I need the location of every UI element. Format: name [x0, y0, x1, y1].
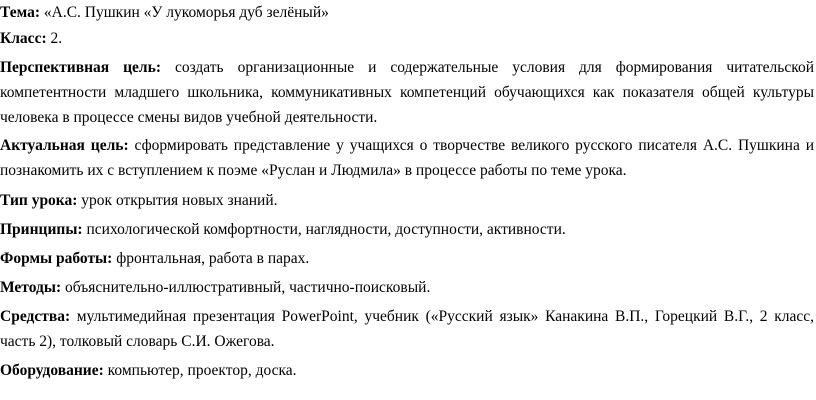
topic-label: Тема: — [0, 4, 40, 21]
work-forms-text: фронтальная, работа в парах. — [112, 250, 310, 267]
grade-paragraph — [0, 26, 814, 51]
lesson-type-paragraph — [0, 188, 814, 213]
equipment-paragraph — [0, 358, 814, 383]
means-label: Средства: — [0, 308, 71, 325]
lesson-type-text: урок открытия новых знаний. — [77, 192, 278, 209]
current-goal-paragraph — [0, 133, 814, 183]
topic-paragraph — [0, 0, 814, 25]
grade-text: 2. — [46, 30, 63, 47]
methods-label: Методы: — [0, 279, 62, 296]
methods-text: объяснительно-иллюстративный, частично-поисковый. — [61, 279, 431, 296]
principles-text: психологической комфортности, наглядности, доступности, активности. — [82, 221, 566, 238]
principles-paragraph — [0, 217, 814, 242]
perspective-goal-text: создать организационные и содержательные условия для формирования читательской компетентности младшего школьника, коммуникативных компетенций обучающихся как показателя общей культуры человека в процессе смены видов учебной деятельности. — [0, 59, 814, 126]
work-forms-paragraph — [0, 246, 814, 271]
topic-text: «А.С. Пушкин «У лукоморья дуб зелёный» — [40, 4, 329, 21]
work-forms-label: Формы работы: — [0, 250, 113, 267]
methods-paragraph — [0, 275, 814, 300]
grade-label: Класс: — [0, 30, 47, 47]
current-goal-label: Актуальная цель: — [0, 137, 129, 154]
equipment-label: Оборудование: — [0, 362, 104, 379]
perspective-goal-paragraph — [0, 55, 814, 130]
current-goal-text: сформировать представление у учащихся о творчестве великого русского писателя А.С. Пушкина и познакомить их с вступлением к поэме «Руслан и Людмила» в процессе работы по теме урока. — [0, 137, 814, 179]
lesson-type-label: Тип урока: — [0, 192, 78, 209]
means-text: мультимедийная презентация PowerPoint, учебник («Русский язык» Канакина В.П., Горецкий В.Г., 2 класс, часть 2), толковый словарь С.И. Ожегова. — [0, 308, 814, 350]
perspective-goal-label: Перспективная цель: — [0, 59, 161, 76]
means-paragraph — [0, 304, 814, 354]
principles-label: Принципы: — [0, 221, 83, 238]
equipment-text: компьютер, проектор, доска. — [103, 362, 297, 379]
